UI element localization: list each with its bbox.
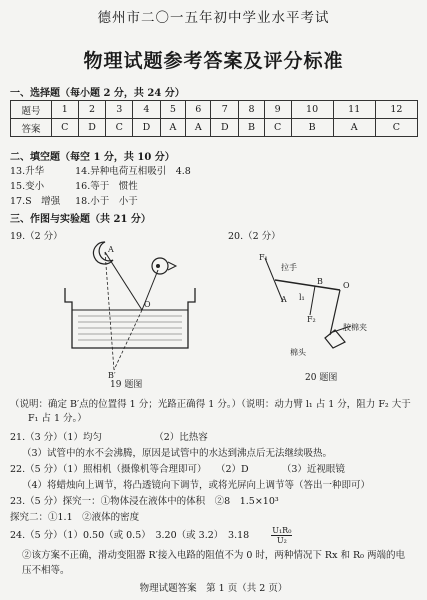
table-cell: B [291,119,333,137]
table-cell: C [264,119,291,137]
table-cell: D [133,119,161,137]
table-cell: A [333,119,375,137]
table-cell: 10 [291,101,333,119]
section1-heading: 一、选择题（每小题 2 分，共 24 分） [10,88,185,99]
table-cell: 8 [239,101,265,119]
table-cell: 12 [375,101,417,119]
answer-text: 变小 [25,181,45,192]
fraction-denominator: U₂ [276,536,287,545]
label-mop: 棉头 [290,348,306,357]
q23-line: 23.（5 分）探究一：①物体浸在液体中的体积 ②8 1.5×10³ [10,496,279,507]
fraction-numerator: U₁R₀ [272,526,292,535]
label-l1: l₁ [299,293,305,302]
q22-line: 22.（5 分）（1）照相机（摄像机等合理即可） （2）D （3）近视眼镜 [10,464,345,475]
q-number: 17. [10,196,26,207]
note-19-20: （说明：确定 B′点的位置得 1 分；光路正确得 1 分。）（说明：动力臂 l₁ 占 1 分，阻力 F₂ 大于 [10,399,411,410]
table-cell: 1 [52,101,79,119]
label-o: O [343,281,350,290]
label-f2: F₂ [307,315,316,324]
table-row [11,101,418,119]
q-number: 13. [10,166,26,177]
page-title: 物理试题参考答案及评分标准 [83,50,344,72]
figure-20-caption: 20 题图 [305,373,338,383]
q23-line-2: 探究二：①1.1 ②液体的密度 [10,512,140,523]
table-cell: A [160,119,185,137]
exam-header: 德州市二〇一五年初中学业水平考试 [97,10,330,26]
label-a: A [108,245,114,254]
mop-head [325,330,345,348]
answer-text: 小于 小于 [90,196,138,207]
table-cell: 11 [333,101,375,119]
q24-line-2: ②该方案不正确，滑动变阻器 R′接入电路的阻值不为 0 时，两种情况下 Rx 和 R₀ 两端的电 [22,550,405,561]
q24-line [10,526,292,545]
note-19-20-b: F₁ 占 1 分。） [28,413,87,424]
force-f2 [310,286,315,315]
page-footer: 物理试题答案 第 1 页（共 2 页） [139,583,288,594]
table-cell: D [78,119,106,137]
table-cell: 4 [133,101,161,119]
lever-handle [275,280,340,290]
table-cell: 5 [160,101,185,119]
section3-heading: 三、作图与实验题（共 21 分） [10,214,151,225]
table-cell: C [375,119,417,137]
section2-heading: 二、填空题（每空 1 分，共 10 分） [10,152,175,163]
label-f1: F₁ [259,253,268,262]
fill-line-17 [10,193,138,207]
table-row [11,119,418,137]
answer-text: 升华 [25,166,45,177]
fill-line-13 [10,163,191,177]
answer-text: 异种电荷互相吸引 4.8 [90,166,191,177]
q24-text: 24.（5 分）（1）0.50（或 0.5） 3.20（或 3.2） 3.18 [10,530,269,541]
table-cell: C [106,119,133,137]
q-number: 15. [10,181,26,192]
label-a: A [281,295,287,304]
table-cell: 题号 [11,101,52,119]
table-cell: 9 [264,101,291,119]
table-cell: D [211,119,239,137]
label-b: B [317,277,323,286]
tank [65,288,195,348]
q20-label: 20.（2 分） [228,231,281,242]
figure-20 [255,250,375,365]
q-number: 16. [75,181,91,192]
fill-line-15 [10,178,138,192]
q21-line: 21.（3 分）（1）均匀 （2）比热容 [10,432,208,443]
answer-table [10,100,418,137]
q-number: 18. [75,196,91,207]
q19-label: 19.（2 分） [10,231,63,242]
figure-19-caption: 19 题图 [110,380,143,390]
figure-19 [50,230,210,380]
table-cell: C [52,119,79,137]
q21-line-3: （3）试管中的水不会沸腾，原因是试管中的水达到沸点后无法继续吸热。 [22,448,333,459]
label-o: O [144,300,151,309]
q-number: 14. [75,166,91,177]
answer-text: S 增强 [25,196,61,207]
table-cell: 2 [78,101,106,119]
table-cell: 答案 [11,119,52,137]
q24-fraction [271,526,292,545]
table-cell: 7 [211,101,239,119]
q24-line-3: 压不相等。 [22,565,70,576]
q22-line-4: （4）将蜡烛向上调节，将凸透镜向下调节，或将光屏向上调节等（答出一种即可） [22,480,371,491]
table-cell: 3 [106,101,133,119]
label-lever: 拉手 [281,263,297,272]
table-cell: 6 [186,101,211,119]
label-bprime: B′ [108,371,116,380]
table-cell: B [239,119,265,137]
answer-text: 等于 惯性 [90,181,138,192]
table-cell: A [186,119,211,137]
label-rubber: 胶棉夹 [343,323,367,332]
